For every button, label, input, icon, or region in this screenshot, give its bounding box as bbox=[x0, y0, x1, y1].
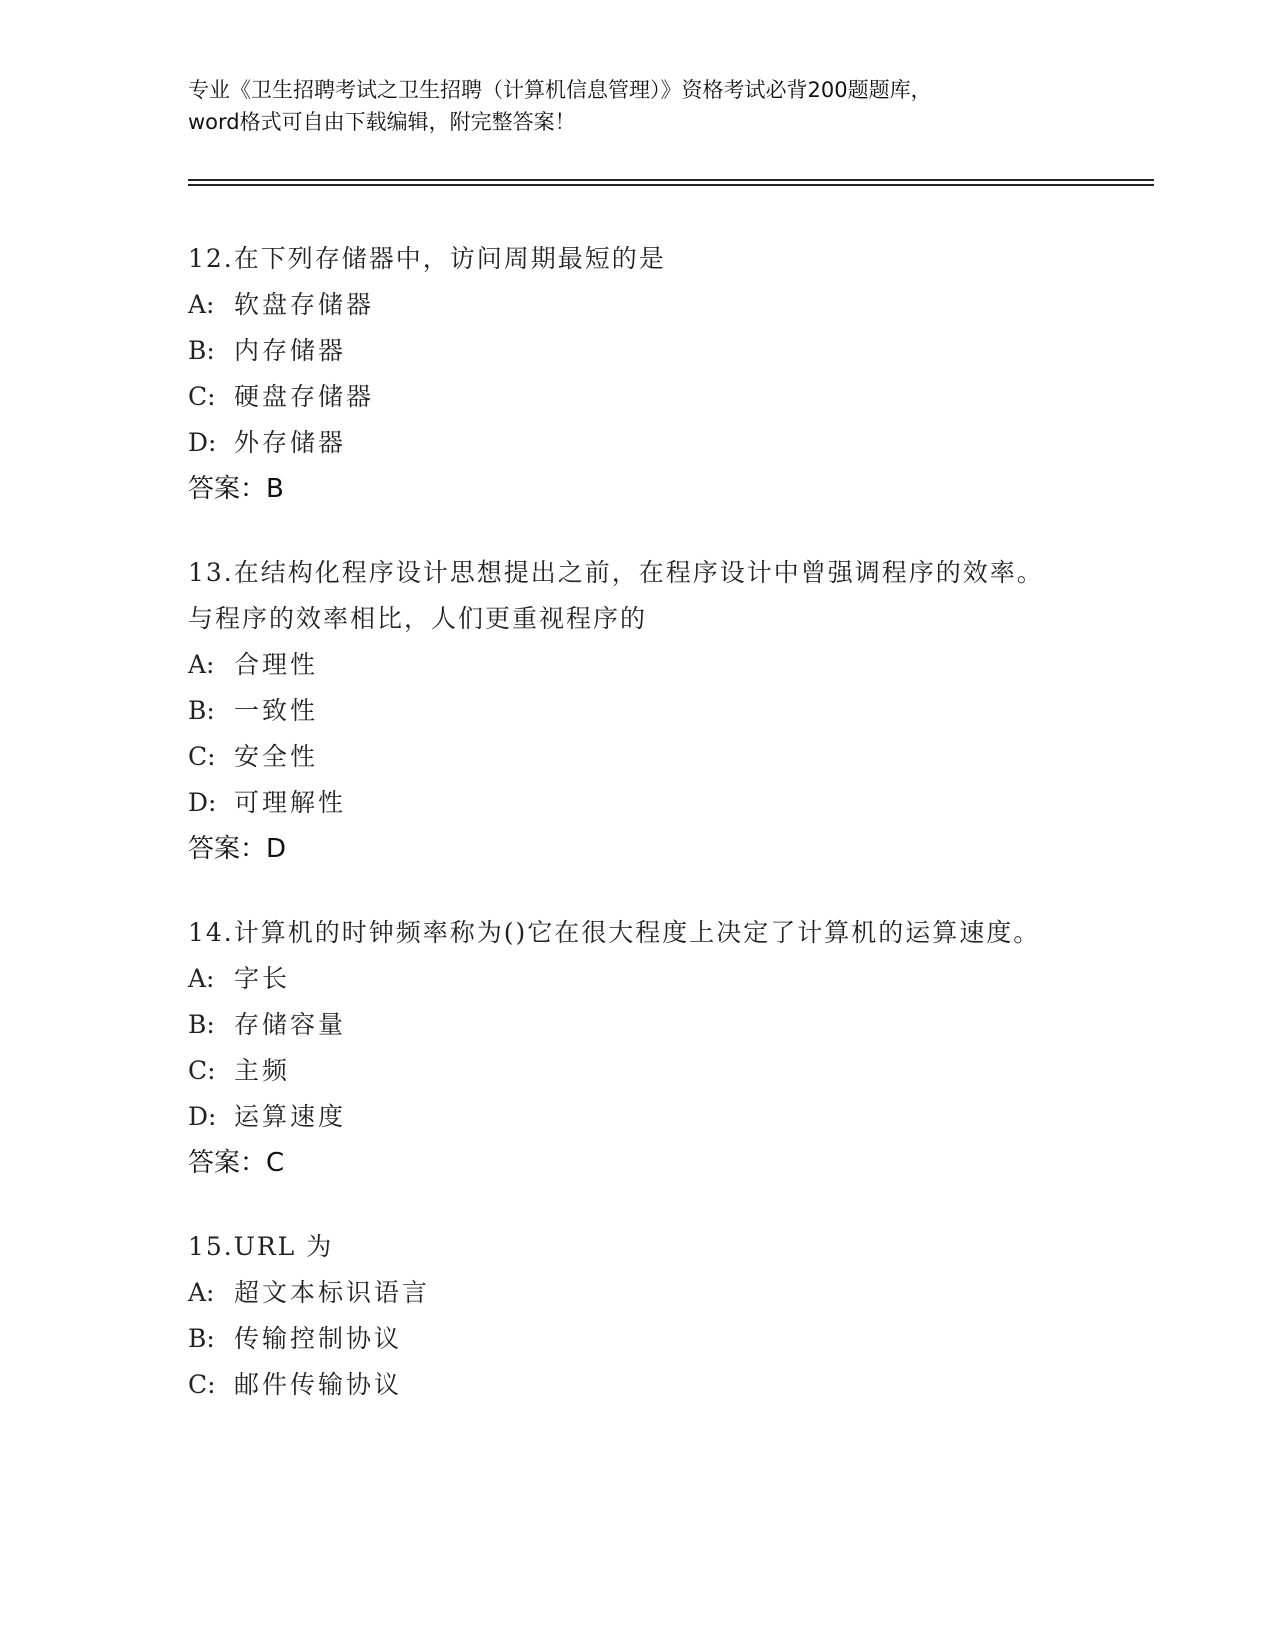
header-line-1: 专业《卫生招聘考试之卫生招聘（计算机信息管理）》资格考试必背200题题库， bbox=[188, 78, 932, 102]
option-letter: C: bbox=[188, 742, 216, 771]
option-b bbox=[188, 328, 1088, 374]
option-letter: B: bbox=[188, 696, 215, 725]
option-text: 外存储器 bbox=[234, 428, 347, 457]
option-text: 字长 bbox=[234, 964, 291, 993]
question-text: 13.在结构化程序设计思想提出之前，在程序设计中曾强调程序的效率。与程序的效率相比，人们更重视程序的 bbox=[188, 558, 1044, 633]
header-divider-top bbox=[188, 179, 1154, 181]
question-text: 14.计算机的时钟频率称为()它在很大程度上决定了计算机的运算速度。 bbox=[188, 918, 1041, 947]
option-c bbox=[188, 1362, 1088, 1408]
answer-line: 答案：D bbox=[188, 834, 287, 864]
option-d bbox=[188, 780, 1088, 826]
answer-line: 答案：B bbox=[188, 474, 284, 504]
document-header bbox=[188, 74, 1088, 138]
option-text: 邮件传输协议 bbox=[234, 1370, 403, 1399]
option-letter: B: bbox=[188, 336, 215, 365]
option-a bbox=[188, 956, 1088, 1002]
option-letter: C: bbox=[188, 1370, 216, 1399]
option-letter: A: bbox=[188, 964, 215, 993]
option-letter: C: bbox=[188, 382, 216, 411]
option-text: 存储容量 bbox=[234, 1010, 347, 1039]
option-text: 合理性 bbox=[234, 650, 319, 679]
option-text: 软盘存储器 bbox=[234, 290, 375, 319]
option-letter: B: bbox=[188, 1324, 215, 1353]
option-d bbox=[188, 1094, 1088, 1140]
option-c bbox=[188, 1048, 1088, 1094]
option-a bbox=[188, 282, 1088, 328]
header-line-2: word格式可自由下载编辑，附完整答案！ bbox=[188, 110, 576, 134]
option-b bbox=[188, 1316, 1088, 1362]
option-letter: D: bbox=[188, 788, 217, 817]
question-15 bbox=[188, 1224, 1088, 1408]
option-text: 可理解性 bbox=[234, 788, 347, 817]
option-c bbox=[188, 734, 1088, 780]
option-text: 一致性 bbox=[234, 696, 319, 725]
question-13 bbox=[188, 550, 1088, 872]
option-text: 运算速度 bbox=[234, 1102, 347, 1131]
answer-line: 答案：C bbox=[188, 1148, 285, 1178]
option-text: 硬盘存储器 bbox=[234, 382, 375, 411]
option-letter: A: bbox=[188, 290, 215, 319]
option-text: 主频 bbox=[234, 1056, 291, 1085]
option-text: 内存储器 bbox=[234, 336, 347, 365]
question-list bbox=[188, 236, 1088, 1446]
option-text: 安全性 bbox=[234, 742, 319, 771]
option-letter: B: bbox=[188, 1010, 215, 1039]
question-14 bbox=[188, 910, 1088, 1186]
question-text: 12.在下列存储器中，访问周期最短的是 bbox=[188, 244, 666, 273]
option-letter: D: bbox=[188, 428, 217, 457]
option-letter: C: bbox=[188, 1056, 216, 1085]
option-text: 传输控制协议 bbox=[234, 1324, 403, 1353]
question-12 bbox=[188, 236, 1088, 512]
option-text: 超文本标识语言 bbox=[234, 1278, 431, 1307]
option-b bbox=[188, 688, 1088, 734]
question-text: 15.URL 为 bbox=[188, 1232, 334, 1261]
option-a bbox=[188, 642, 1088, 688]
option-c bbox=[188, 374, 1088, 420]
header-divider-bottom bbox=[188, 184, 1154, 186]
option-a bbox=[188, 1270, 1088, 1316]
option-b bbox=[188, 1002, 1088, 1048]
option-d bbox=[188, 420, 1088, 466]
option-letter: A: bbox=[188, 650, 215, 679]
option-letter: D: bbox=[188, 1102, 217, 1131]
option-letter: A: bbox=[188, 1278, 215, 1307]
